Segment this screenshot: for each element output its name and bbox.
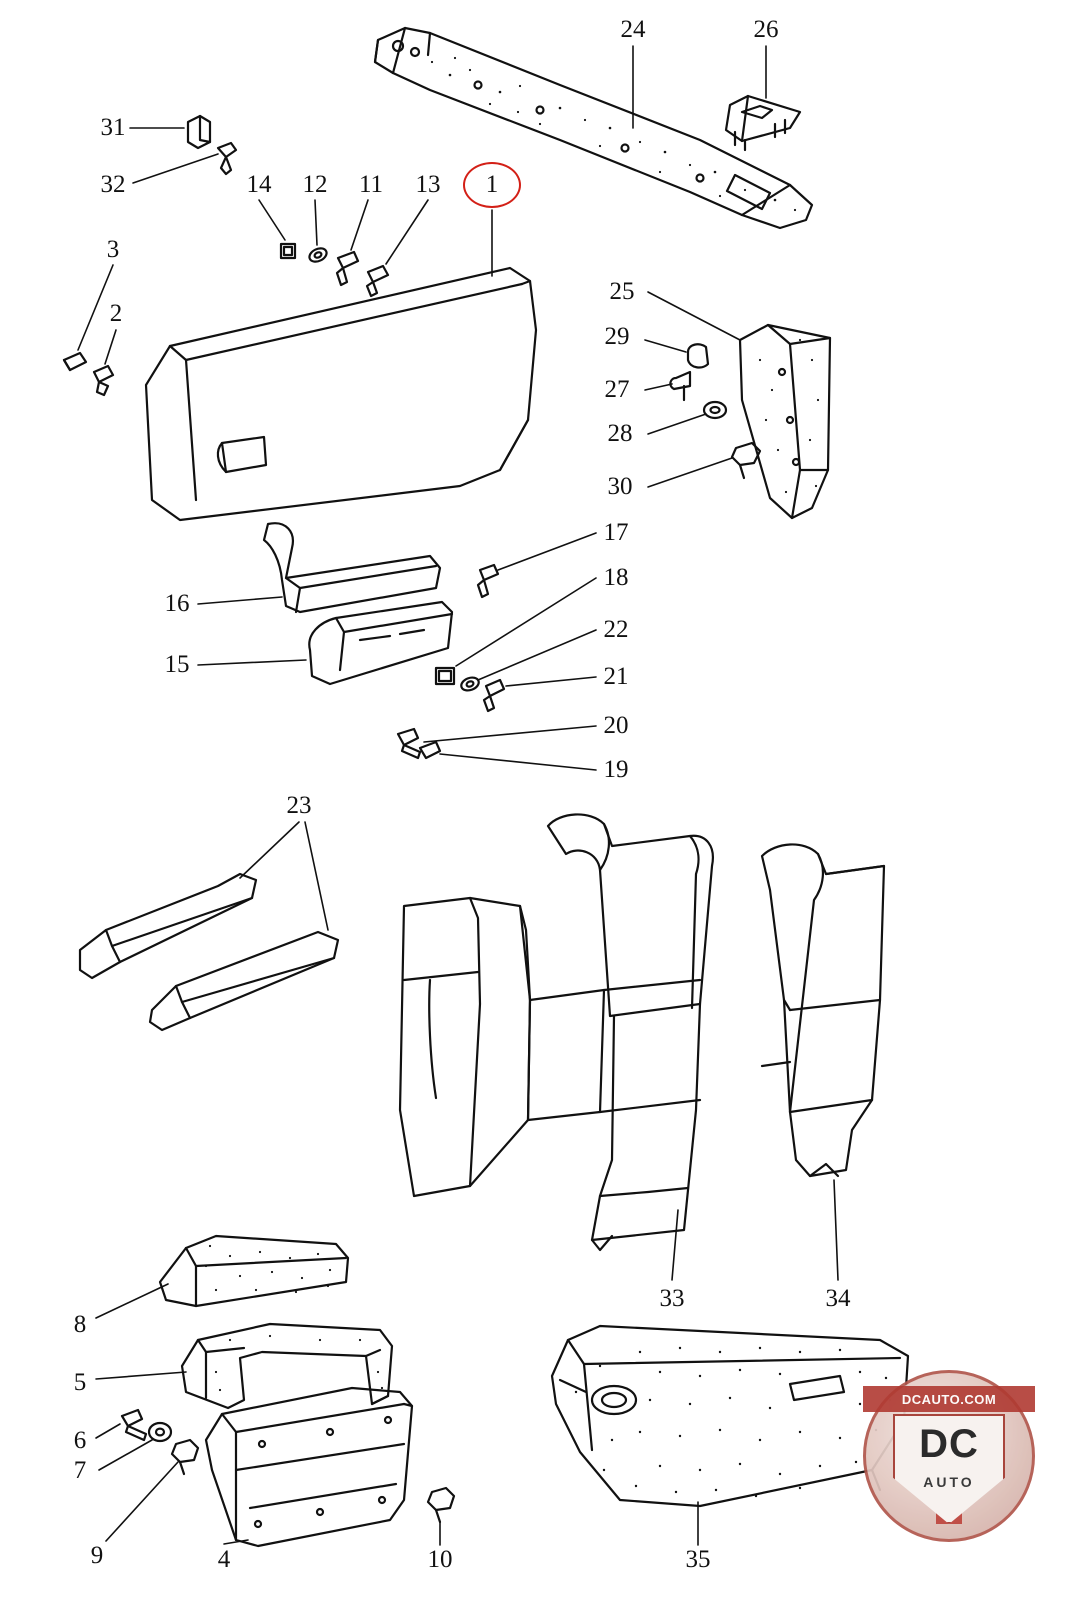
watermark-brand: DC <box>919 1422 979 1466</box>
callout-2: 2 <box>109 300 123 327</box>
callout-22: 22 <box>603 616 629 643</box>
part-8-panel <box>96 1236 348 1318</box>
part-21-screw <box>484 677 596 711</box>
callout-24: 24 <box>620 16 646 43</box>
callout-28: 28 <box>607 420 633 447</box>
part-9-nut <box>106 1440 198 1541</box>
callout-16: 16 <box>164 590 190 617</box>
part-3-pin <box>64 265 113 370</box>
watermark-sub: AUTO <box>923 1474 975 1490</box>
part-10-nut <box>428 1488 454 1545</box>
callout-31: 31 <box>100 114 126 141</box>
part-14-clip <box>259 200 295 258</box>
part-18-clip <box>436 578 596 684</box>
callout-30: 30 <box>607 473 633 500</box>
part-24-cross-rail <box>375 28 812 228</box>
part-20-screw <box>398 726 596 758</box>
part-29-grommet <box>645 340 708 367</box>
part-16-armrest-support <box>198 523 440 612</box>
callout-11: 11 <box>358 171 384 198</box>
callout-25: 25 <box>609 278 635 305</box>
callout-18: 18 <box>603 564 629 591</box>
callout-6: 6 <box>73 1427 87 1454</box>
part-31-clip <box>130 116 210 148</box>
part-11-screw <box>337 200 368 285</box>
callout-7: 7 <box>73 1457 87 1484</box>
part-6-screw <box>96 1410 146 1440</box>
part-33-seat-back <box>400 814 713 1280</box>
part-2-pin <box>94 330 116 395</box>
part-23-sill-trim-lower <box>150 822 338 1030</box>
callout-19: 19 <box>603 756 629 783</box>
callout-15: 15 <box>164 651 190 678</box>
part-26-bracket <box>726 46 800 150</box>
part-12-washer <box>307 200 328 264</box>
part-13-screw <box>367 200 428 296</box>
part-23-sill-trim-upper <box>80 822 299 978</box>
part-32-screw <box>133 143 236 183</box>
callout-33: 33 <box>659 1285 685 1312</box>
callout-26: 26 <box>753 16 779 43</box>
callout-10: 10 <box>427 1546 453 1573</box>
callout-9: 9 <box>90 1542 104 1569</box>
part-15-armrest <box>198 602 452 684</box>
part-19-pin <box>420 742 596 770</box>
part-5-glovebox-frame <box>96 1324 392 1408</box>
callout-17: 17 <box>603 519 629 546</box>
callout-21: 21 <box>603 663 629 690</box>
callout-3: 3 <box>106 236 120 263</box>
watermark-domain: DCAUTO.COM <box>901 1391 997 1407</box>
part-30-nut <box>648 443 760 487</box>
part-34-seat-back-side <box>762 844 884 1280</box>
callout-4: 4 <box>217 1546 231 1573</box>
callout-27: 27 <box>604 376 630 403</box>
callout-23: 23 <box>286 792 312 819</box>
part-27-clip <box>645 372 690 400</box>
callout-35: 35 <box>685 1546 711 1573</box>
callout-34: 34 <box>825 1285 851 1312</box>
callout-20: 20 <box>603 712 629 739</box>
watermark-band <box>863 1386 1035 1412</box>
callout-1: 1 <box>485 171 499 198</box>
callout-32: 32 <box>100 171 126 198</box>
callout-14: 14 <box>246 171 272 198</box>
callout-8: 8 <box>73 1311 87 1338</box>
part-25-pillar-trim <box>648 292 830 518</box>
callout-12: 12 <box>302 171 328 198</box>
dcauto-watermark <box>863 1370 1035 1542</box>
part-35-panel <box>552 1326 908 1545</box>
part-4-glovebox <box>206 1388 412 1546</box>
callout-13: 13 <box>415 171 441 198</box>
callout-29: 29 <box>604 323 630 350</box>
part-28-washer <box>648 402 726 434</box>
callout-5: 5 <box>73 1369 87 1396</box>
part-17-screw <box>478 533 596 597</box>
